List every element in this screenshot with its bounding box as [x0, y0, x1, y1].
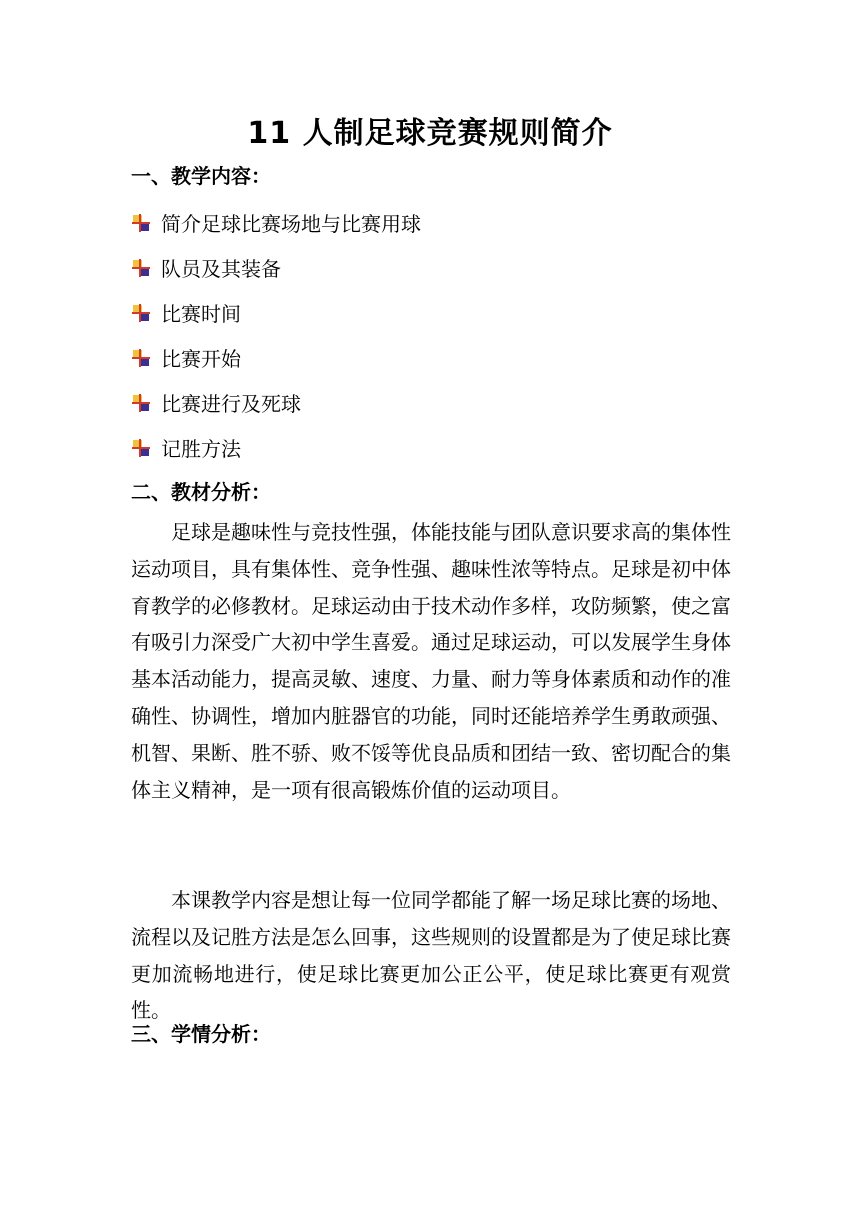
content-list — [131, 200, 421, 470]
list-item-label: 比赛开始 — [161, 347, 241, 371]
list-item — [131, 245, 421, 290]
body-paragraph: 足球是趣味性与竞技性强，体能技能与团队意识要求高的集体性运动项目，具有集体性、竞争性强、趣味性浓等特点。足球是初中体育教学的必修教材。足球运动由于技术动作多样，攻防频繁，使之富有吸引力深受广大初中学生喜爱。通过足球运动，可以发展学生身体基本活动能力，提高灵敏、速度、力量、耐力等身体素质和动作的准确性、协调性，增加内脏器官的功能，同时还能培养学生勇敢顽强、机智、果断、胜不骄、败不馁等优良品质和团结一致、密切配合的集体主义精神，是一项有很高锻炼价值的运动项目。 — [131, 520, 731, 802]
book-icon — [131, 348, 151, 368]
section-heading-students: 三、学情分析： — [131, 1022, 271, 1046]
section-heading-content: 一、教学内容： — [131, 164, 271, 188]
list-item — [131, 290, 421, 335]
body-paragraph: 本课教学内容是想让每一位同学都能了解一场足球比赛的场地、流程以及记胜方法是怎么回事，这些规则的设置都是为了使足球比赛更加流畅地进行，使足球比赛更加公正公平，使足球比赛更有观赏性。 — [131, 888, 731, 1023]
book-icon — [131, 438, 151, 458]
list-item — [131, 425, 421, 470]
book-icon — [131, 258, 151, 278]
list-item-label: 队员及其装备 — [161, 257, 281, 281]
book-icon — [131, 303, 151, 323]
list-item — [131, 335, 421, 380]
list-item — [131, 380, 421, 425]
section-heading-material: 二、教材分析： — [131, 480, 271, 504]
list-item — [131, 200, 421, 245]
page-title: 11 人制足球竞赛规则简介 — [247, 116, 613, 151]
book-icon — [131, 393, 151, 413]
list-item-label: 记胜方法 — [161, 437, 241, 461]
list-item-label: 简介足球比赛场地与比赛用球 — [161, 212, 421, 236]
list-item-label: 比赛进行及死球 — [161, 392, 301, 416]
book-icon — [131, 213, 151, 233]
list-item-label: 比赛时间 — [161, 302, 241, 326]
